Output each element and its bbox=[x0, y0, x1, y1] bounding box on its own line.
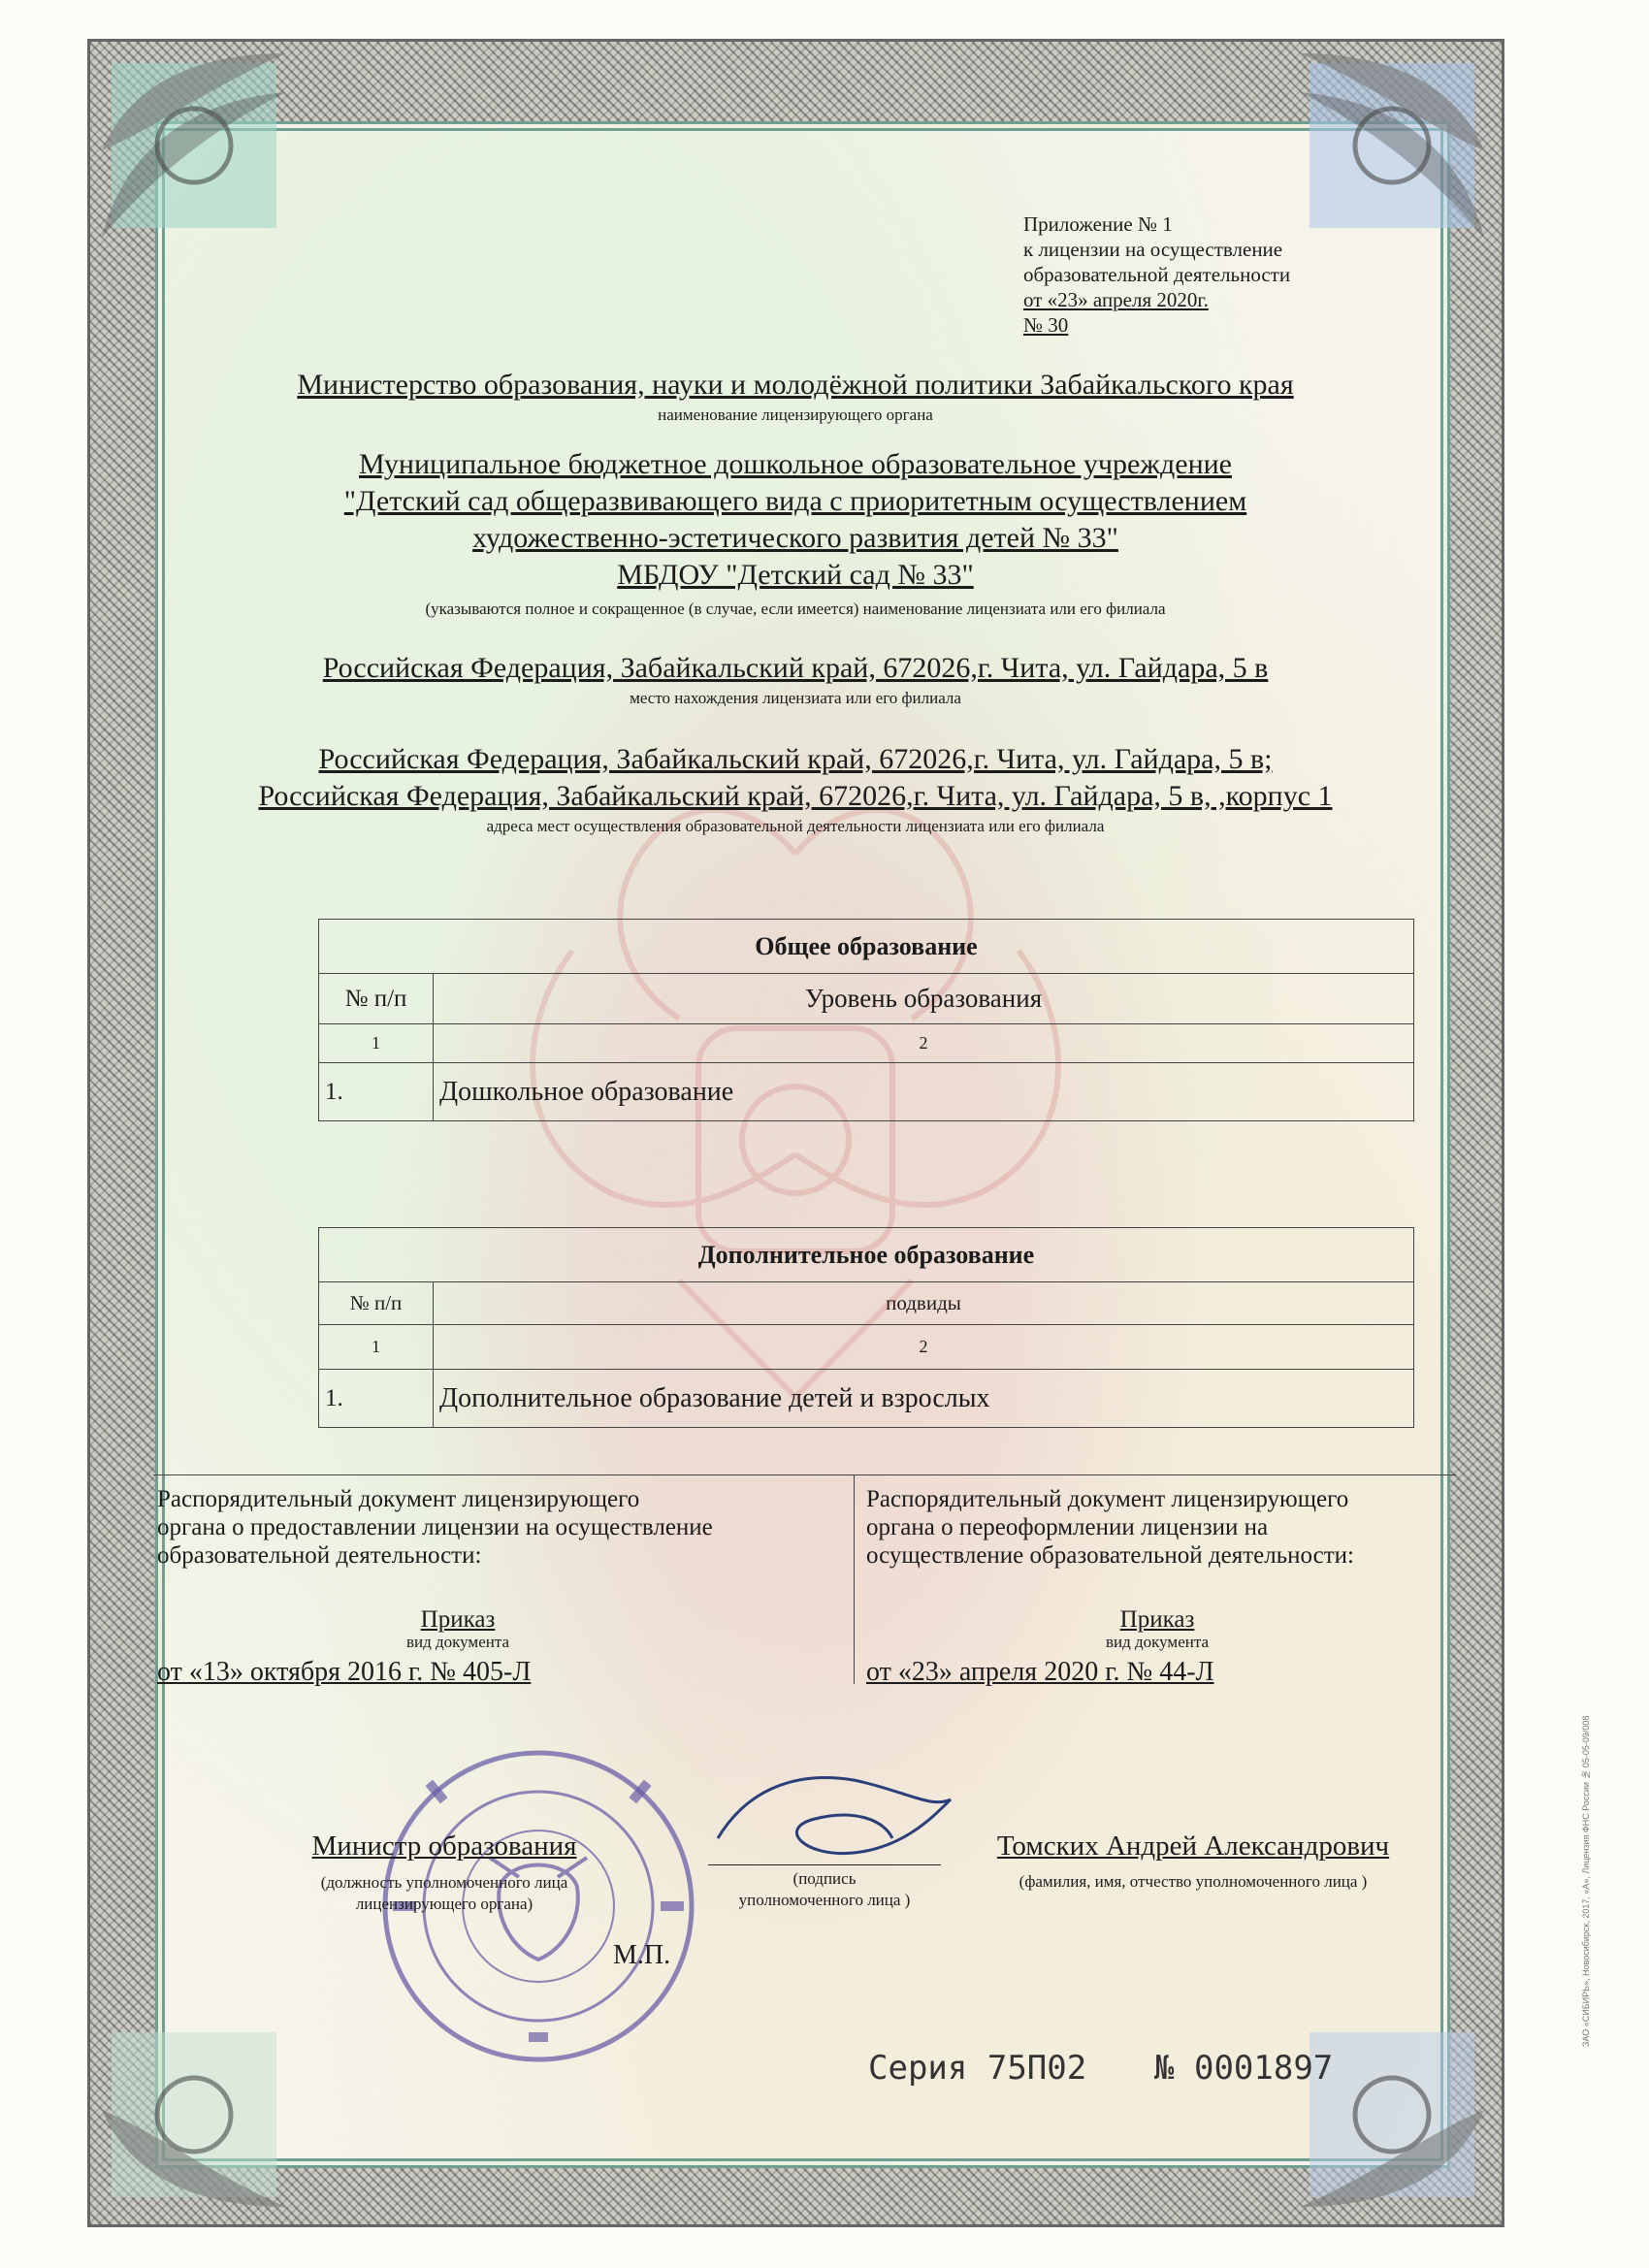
annex-date: от «23» апреля 2020г. bbox=[1023, 288, 1209, 311]
position-caption bbox=[260, 1872, 629, 1915]
table-title: Общее образование bbox=[319, 920, 1414, 974]
form-number bbox=[1154, 2049, 1333, 2088]
corner-ornament-icon bbox=[92, 44, 296, 247]
signature-caption bbox=[708, 1868, 941, 1911]
doc-text: органа о предоставлении лицензии на осуществление bbox=[157, 1514, 713, 1540]
handwritten-signature-icon bbox=[708, 1761, 960, 1877]
doc-text: Распорядительный документ лицензирующего bbox=[866, 1486, 1349, 1512]
caption-line: уполномоченного лица ) bbox=[738, 1891, 911, 1909]
row-value: Дополнительное образование детей и взрослых bbox=[434, 1370, 1414, 1428]
table-title: Дополнительное образование bbox=[319, 1228, 1414, 1282]
doc-text: Распорядительный документ лицензирующего bbox=[157, 1486, 640, 1512]
column-header: № п/п bbox=[319, 1282, 434, 1325]
authority-name: Министерство образования, науки и молодёжной политики Забайкальского края bbox=[297, 369, 1294, 401]
doc-text: образовательной деятельности: bbox=[157, 1542, 482, 1569]
column-header: № п/п bbox=[319, 974, 434, 1024]
doc-type: Приказ bbox=[420, 1606, 496, 1633]
doc-type: Приказ bbox=[1119, 1606, 1195, 1633]
row-number: 1. bbox=[319, 1063, 434, 1121]
stamp-place-label: М.П. bbox=[613, 1940, 671, 1970]
number-label: № bbox=[1154, 2049, 1175, 2088]
column-number: 1 bbox=[319, 1024, 434, 1063]
reissue-order-reference: от «23» апреля 2020 г. № 44-Л bbox=[866, 1657, 1214, 1687]
caption-line: (должность уполномоченного лица bbox=[320, 1873, 568, 1892]
annex-title: Приложение № 1 bbox=[1023, 212, 1173, 236]
authority-caption: наименование лицензирующего органа bbox=[658, 405, 933, 424]
activity-address: Российская Федерация, Забайкальский край, 672026,г. Чита, ул. Гайдара, 5 в; bbox=[318, 743, 1273, 775]
column-number: 1 bbox=[319, 1325, 434, 1370]
address-caption: место нахождения лицензиата или его филиала bbox=[630, 689, 961, 707]
licensee-short-name: МБДОУ "Детский сад № 33" bbox=[617, 559, 974, 591]
table-row bbox=[319, 1370, 1414, 1428]
column-number: 2 bbox=[434, 1325, 1414, 1370]
additional-education-table bbox=[318, 1227, 1414, 1428]
licensee-caption: (указываются полное и сокращенное (в случае, если имеется) наименование лицензиата или его филиала bbox=[425, 599, 1166, 618]
annex-line: образовательной деятельности bbox=[1023, 263, 1291, 286]
annex-line: к лицензии на осуществление bbox=[1023, 238, 1283, 261]
printer-note: ЗАО «СИБИРЬ», Новосибирск, 2017, «А», Лицензия ФНС России № 05-05-09/008 bbox=[1581, 1715, 1591, 2047]
column-number: 2 bbox=[434, 1024, 1414, 1063]
corner-ornament-icon bbox=[92, 2013, 296, 2217]
series-value: 75П02 bbox=[986, 2049, 1087, 2088]
licensee-line: "Детский сад общеразвивающего вида с приоритетным осуществлением bbox=[343, 485, 1247, 517]
divider bbox=[854, 1475, 855, 1684]
table-row bbox=[319, 1063, 1414, 1121]
series-label: Серия bbox=[868, 2049, 968, 2088]
doc-type-caption: вид документа bbox=[405, 1633, 510, 1651]
form-series bbox=[868, 2049, 1086, 2088]
corner-ornament-icon bbox=[1290, 2013, 1494, 2217]
doc-type-caption: вид документа bbox=[1105, 1633, 1210, 1651]
row-number: 1. bbox=[319, 1370, 434, 1428]
grant-order-reference: от «13» октября 2016 г. № 405-Л bbox=[157, 1657, 532, 1687]
caption-line: (подпись bbox=[792, 1869, 857, 1888]
column-header: Уровень образования bbox=[434, 974, 1414, 1024]
licensee-address: Российская Федерация, Забайкальский край, 672026,г. Чита, ул. Гайдара, 5 в bbox=[322, 652, 1269, 684]
reissue-order-block bbox=[866, 1485, 1468, 1687]
annex-header bbox=[1023, 211, 1392, 338]
licensee-line: Муниципальное бюджетное дошкольное образовательное учреждение bbox=[359, 448, 1232, 480]
column-header: подвиды bbox=[434, 1282, 1414, 1325]
row-value: Дошкольное образование bbox=[434, 1063, 1414, 1121]
number-value: 0001897 bbox=[1193, 2049, 1334, 2088]
licensee-line: художественно-эстетического развития детей № 33" bbox=[472, 522, 1118, 554]
signatory-position: Министр образования bbox=[311, 1831, 577, 1862]
doc-text: органа о переоформлении лицензии на bbox=[866, 1514, 1269, 1540]
administrative-documents bbox=[153, 1474, 1456, 1708]
doc-text: осуществление образовательной деятельности: bbox=[866, 1542, 1354, 1569]
annex-number: № 30 bbox=[1023, 313, 1069, 337]
grant-order-block bbox=[157, 1485, 846, 1687]
caption-line: лицензирующего органа) bbox=[355, 1895, 534, 1913]
signature-line bbox=[708, 1864, 941, 1865]
signatory-name: Томских Андрей Александрович bbox=[996, 1831, 1390, 1862]
activity-address: Российская Федерация, Забайкальский край, 672026,г. Чита, ул. Гайдара, 5 в, ,корпус 1 bbox=[258, 780, 1333, 812]
activity-address-caption: адреса мест осуществления образовательной деятельности лицензиата или его филиала bbox=[486, 817, 1105, 835]
general-education-table bbox=[318, 919, 1414, 1121]
name-caption: (фамилия, имя, отчество уполномоченного лица ) bbox=[1018, 1872, 1368, 1891]
